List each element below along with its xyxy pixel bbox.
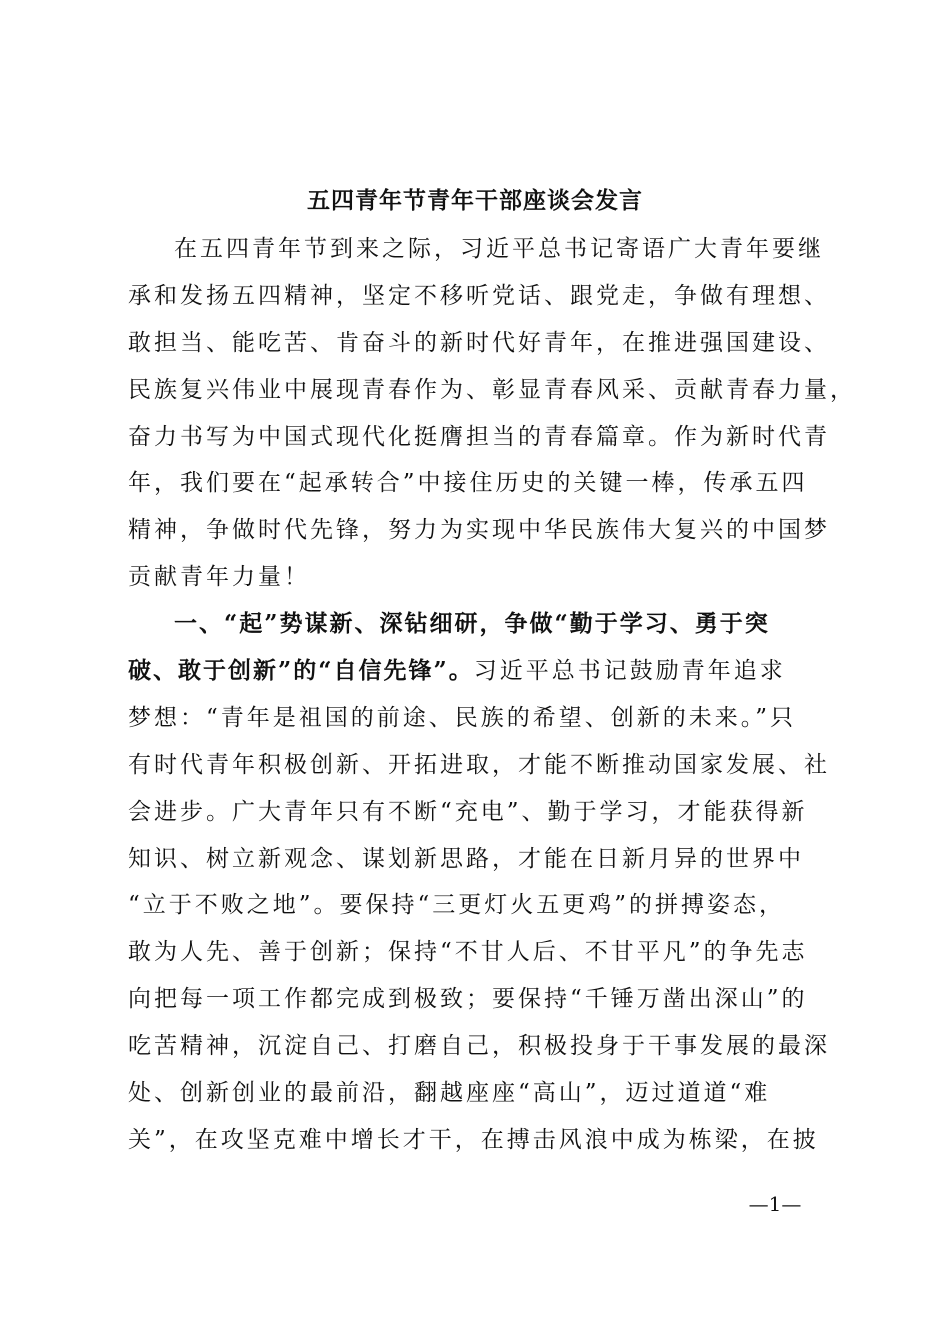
section-heading-line: 一、“起”势谋新、深钻细研，争做“勤于学习、勇于突 (174, 610, 770, 638)
document-body (128, 228, 856, 1213)
body-line: 有时代青年积极创新、开拓进取，才能不断推动国家发展、社 (128, 751, 830, 778)
body-line: 会进步。广大青年只有不断“充电”、勤于学习，才能获得新 (128, 798, 808, 825)
body-line: 处、创新创业的最前沿，翻越座座“高山”，迈过道道“难 (128, 1080, 771, 1107)
page-number: —1— (748, 1192, 802, 1216)
body-line: “立于不败之地”。要保持“三更灯火五更鸡”的拼搏姿态， (128, 892, 786, 919)
section-heading-tail: 破、敢于创新”的“自信先锋”。 (128, 657, 474, 685)
body-line: 敢为人先、善于创新；保持“不甘人后、不甘平凡”的争先志 (128, 939, 808, 966)
body-line: 精神，争做时代先锋，努力为实现中华民族伟大复兴的中国梦 (128, 517, 830, 544)
document-title: 五四青年节青年干部座谈会发言 (307, 187, 643, 214)
body-line: 关”，在攻坚克难中增长才干，在搏击风浪中成为栋梁，在披 (128, 1126, 819, 1153)
body-line: 承和发扬五四精神，坚定不移听党话、跟党走，争做有理想、 (128, 282, 830, 309)
body-line-mixed (128, 650, 848, 697)
body-line: 向把每一项工作都完成到极致；要保持“千锤万凿出深山”的 (128, 986, 808, 1013)
body-line: 在五四青年节到来之际，习近平总书记寄语广大青年要继 (174, 236, 824, 262)
body-line: 敢担当、能吃苦、肯奋斗的新时代好青年，在推进强国建设、 (128, 329, 830, 356)
body-line: 年，我们要在“起承转合”中接住历史的关键一棒，传承五四 (128, 470, 808, 497)
body-line: 吃苦精神，沉淀自己、打磨自己，积极投身于干事发展的最深 (128, 1033, 830, 1060)
body-line: 奋力书写为中国式现代化挺膺担当的青春篇章。作为新时代青 (128, 423, 830, 450)
body-line: 贡献青年力量！ (128, 564, 310, 591)
body-line: 梦想：“青年是祖国的前途、民族的希望、创新的未来。”只 (128, 704, 797, 731)
body-line: 知识、树立新观念、谋划新思路，才能在日新月异的世界中 (128, 845, 804, 872)
body-line-tail: 习近平总书记鼓励青年追求 (473, 658, 786, 685)
body-line: 民族复兴伟业中展现青春作为、彰显青春风采、贡献青春力量， (128, 376, 856, 403)
